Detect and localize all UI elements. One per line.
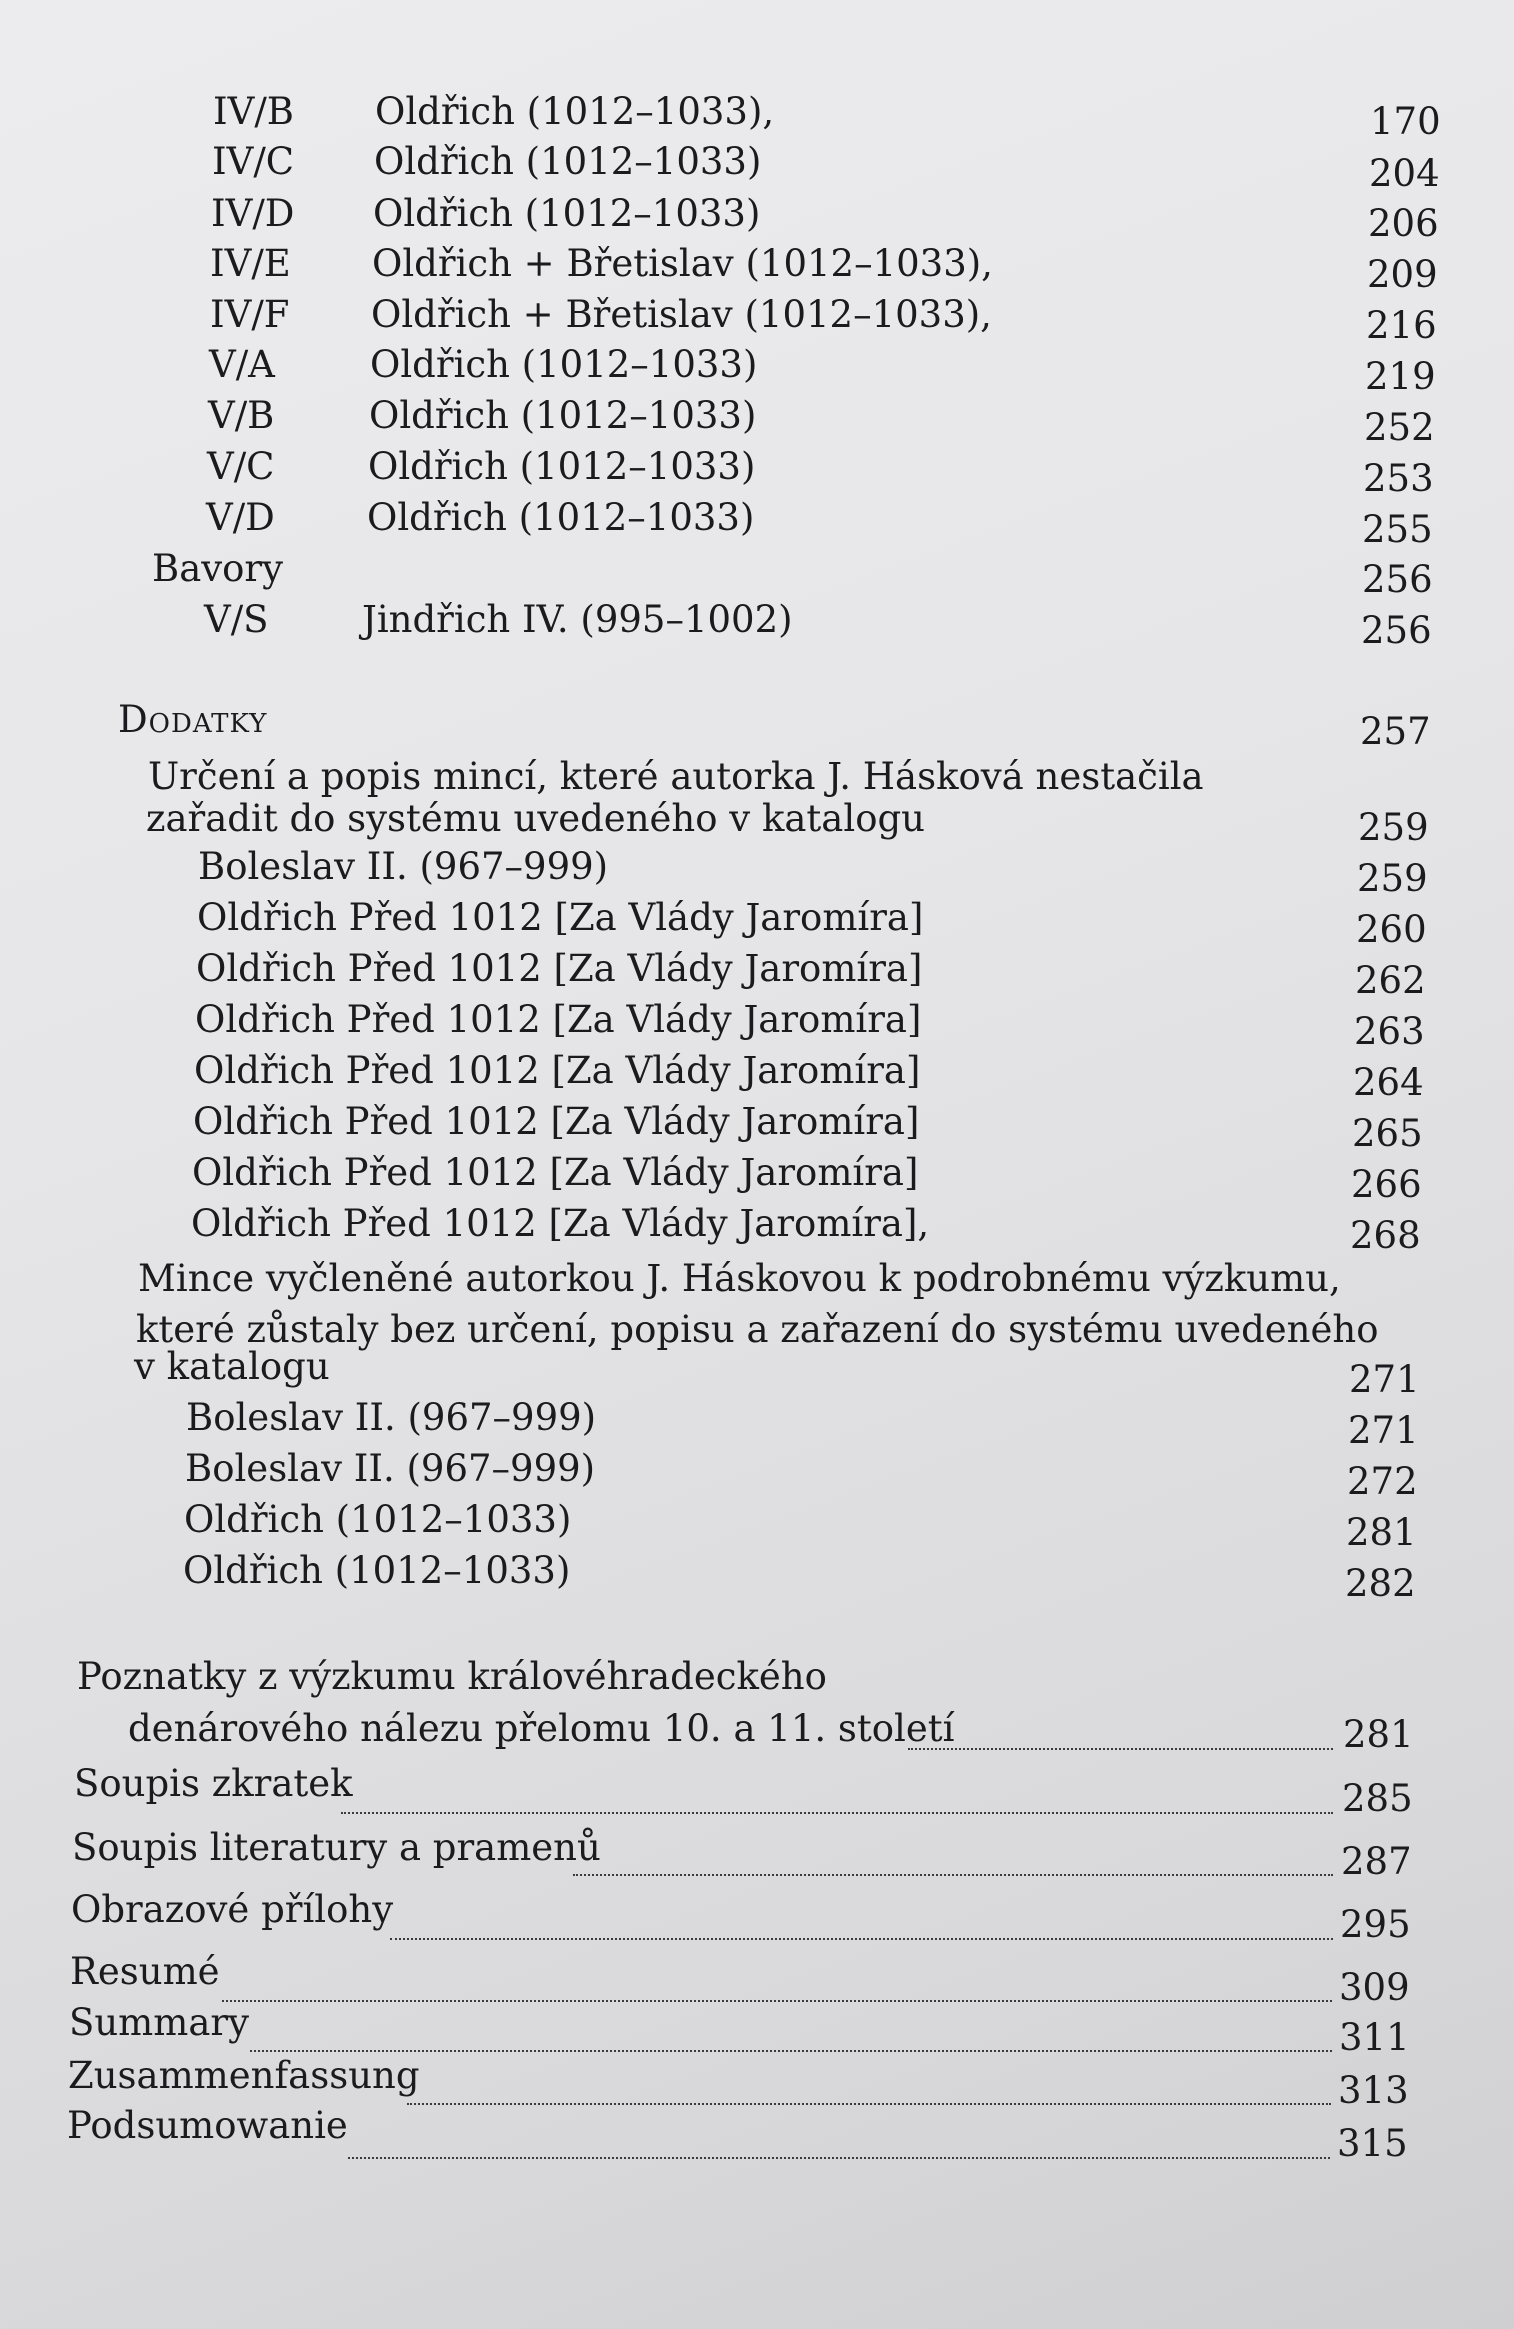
section-item-page: 282 bbox=[1345, 1562, 1416, 1605]
section-title-line: které zůstaly bez určení, popisu a zařazení do systému uvedeného bbox=[136, 1308, 1379, 1351]
bavory-label: Bavory bbox=[152, 547, 284, 590]
section-item-page: 262 bbox=[1355, 959, 1426, 1002]
poznatky-page: 281 bbox=[1343, 1713, 1414, 1756]
poznatky-title-line: denárového nálezu přelomu 10. a 11. století bbox=[128, 1707, 955, 1750]
section-title-line: Mince vyčleněné autorkou J. Háskovou k podrobnému výzkumu, bbox=[138, 1257, 1341, 1300]
catalog-code: V/S bbox=[204, 598, 269, 641]
catalog-title: Oldřich (1012–1033), bbox=[375, 90, 775, 133]
catalog-page: 219 bbox=[1365, 355, 1436, 398]
entry-page: 315 bbox=[1337, 2122, 1408, 2165]
dot-leader bbox=[348, 2157, 1330, 2159]
section-item-page: 268 bbox=[1350, 1214, 1421, 1257]
dot-leader bbox=[222, 2000, 1332, 2002]
catalog-title: Oldřich (1012–1033) bbox=[373, 192, 761, 235]
section-title-line: v katalogu bbox=[134, 1345, 330, 1388]
catalog-page: 216 bbox=[1366, 304, 1437, 347]
section-item-title: Oldřich Před 1012 [Za Vlády Jaromíra] bbox=[197, 896, 924, 939]
section-page: 259 bbox=[1358, 806, 1429, 849]
dot-leader bbox=[573, 1874, 1333, 1876]
entry-title: Podsumowanie bbox=[67, 2104, 348, 2147]
section-item-page: 264 bbox=[1353, 1061, 1424, 1104]
catalog-code: V/A bbox=[209, 343, 275, 386]
catalog-page: 204 bbox=[1369, 152, 1440, 195]
section-item-title: Boleslav II. (967–999) bbox=[185, 1447, 596, 1490]
catalog-code: IV/C bbox=[212, 140, 295, 183]
dot-leader bbox=[407, 2103, 1331, 2105]
catalog-page: 255 bbox=[1362, 508, 1433, 551]
entry-title: Summary bbox=[69, 2001, 249, 2044]
section-item-title: Boleslav II. (967–999) bbox=[186, 1396, 597, 1439]
catalog-title: Oldřich (1012–1033) bbox=[370, 343, 758, 386]
section-item-title: Oldřich Před 1012 [Za Vlády Jaromíra], bbox=[191, 1202, 930, 1245]
entry-page: 285 bbox=[1342, 1777, 1413, 1820]
catalog-code: IV/F bbox=[210, 293, 290, 336]
catalog-page: 209 bbox=[1367, 253, 1438, 296]
dot-leader bbox=[341, 1812, 1333, 1814]
entry-title: Obrazové přílohy bbox=[71, 1888, 394, 1931]
dot-leader bbox=[390, 1938, 1333, 1940]
catalog-code: IV/B bbox=[213, 90, 294, 133]
section-item-page: 260 bbox=[1356, 908, 1427, 951]
section-page: 271 bbox=[1349, 1358, 1420, 1401]
bavory-page: 256 bbox=[1362, 558, 1433, 601]
catalog-title: Oldřich + Břetislav (1012–1033), bbox=[371, 293, 992, 336]
catalog-page: 256 bbox=[1361, 609, 1432, 652]
catalog-title: Oldřich (1012–1033) bbox=[374, 140, 762, 183]
section-item-title: Oldřich Před 1012 [Za Vlády Jaromíra] bbox=[196, 947, 923, 990]
entry-page: 313 bbox=[1338, 2069, 1409, 2112]
catalog-page: 252 bbox=[1364, 406, 1435, 449]
section-item-title: Oldřich (1012–1033) bbox=[183, 1549, 571, 1592]
entry-page: 309 bbox=[1339, 1966, 1410, 2009]
catalog-title: Oldřich + Břetislav (1012–1033), bbox=[372, 242, 993, 285]
section-item-page: 272 bbox=[1347, 1460, 1418, 1503]
catalog-title: Oldřich (1012–1033) bbox=[367, 496, 755, 539]
catalog-code: IV/D bbox=[211, 192, 295, 235]
section-item-title: Oldřich Před 1012 [Za Vlády Jaromíra] bbox=[193, 1100, 920, 1143]
dot-leader bbox=[250, 2050, 1332, 2052]
section-item-title: Oldřich (1012–1033) bbox=[184, 1498, 572, 1541]
entry-page: 295 bbox=[1340, 1903, 1411, 1946]
catalog-code: V/C bbox=[207, 445, 275, 488]
entry-title: Soupis literatury a pramenů bbox=[72, 1826, 601, 1869]
catalog-page: 170 bbox=[1370, 100, 1441, 143]
entry-title: Resumé bbox=[70, 1950, 220, 1993]
section-item-page: 263 bbox=[1354, 1010, 1425, 1053]
section-item-page: 281 bbox=[1346, 1511, 1417, 1554]
section-item-title: Oldřich Před 1012 [Za Vlády Jaromíra] bbox=[195, 998, 922, 1041]
section-item-page: 271 bbox=[1348, 1409, 1419, 1452]
catalog-page: 253 bbox=[1363, 457, 1434, 500]
entry-title: Zusammenfassung bbox=[68, 2054, 420, 2097]
section-item-title: Oldřich Před 1012 [Za Vlády Jaromíra] bbox=[192, 1151, 919, 1194]
section-item-page: 265 bbox=[1352, 1112, 1423, 1155]
catalog-title: Oldřich (1012–1033) bbox=[368, 445, 756, 488]
catalog-code: IV/E bbox=[210, 242, 291, 285]
catalog-page: 206 bbox=[1368, 202, 1439, 245]
section-item-page: 259 bbox=[1357, 857, 1428, 900]
dodatky-heading: Dodatky bbox=[118, 698, 268, 741]
section-item-page: 266 bbox=[1351, 1163, 1422, 1206]
section-title-line: zařadit do systému uvedeného v katalogu bbox=[146, 797, 925, 840]
entry-page: 311 bbox=[1339, 2016, 1410, 2059]
section-title-line: Určení a popis mincí, které autorka J. Hásková nestačila bbox=[148, 755, 1204, 798]
entry-title: Soupis zkratek bbox=[74, 1762, 353, 1805]
entry-page: 287 bbox=[1341, 1840, 1412, 1883]
section-item-title: Oldřich Před 1012 [Za Vlády Jaromíra] bbox=[194, 1049, 921, 1092]
poznatky-title-line: Poznatky z výzkumu královéhradeckého bbox=[77, 1655, 827, 1698]
section-item-title: Boleslav II. (967–999) bbox=[198, 845, 609, 888]
catalog-code: V/D bbox=[206, 496, 275, 539]
catalog-code: V/B bbox=[208, 394, 275, 437]
catalog-title: Jindřich IV. (995–1002) bbox=[362, 598, 793, 641]
catalog-title: Oldřich (1012–1033) bbox=[369, 394, 757, 437]
dot-leader bbox=[908, 1748, 1333, 1750]
dodatky-page: 257 bbox=[1360, 710, 1431, 753]
